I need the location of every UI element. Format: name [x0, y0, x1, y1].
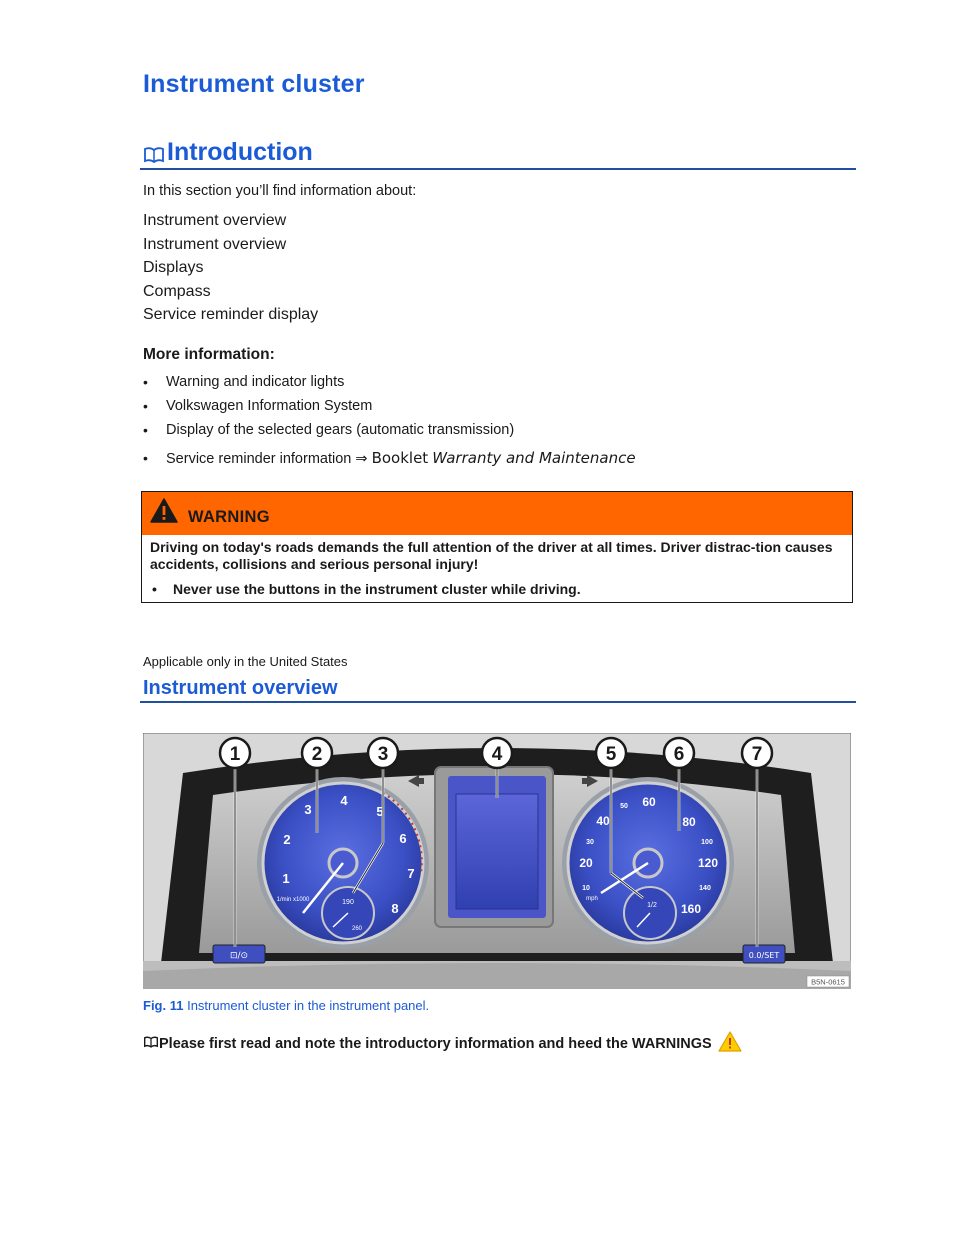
tacho-label: 7: [407, 866, 415, 881]
caption-label: Fig. 11: [143, 998, 184, 1013]
note-text: Please first read and note the introductory information and heed the WARNINGS: [159, 1036, 712, 1052]
speedo-label: 60: [642, 795, 656, 809]
toc-link[interactable]: Displays: [143, 259, 204, 276]
callout-label: 2: [311, 744, 323, 765]
book-icon: [143, 143, 165, 163]
temp-gauge-low: 260: [351, 926, 363, 932]
tacho-label: 5: [376, 804, 384, 819]
warning-title: WARNING: [188, 508, 270, 526]
warning-body: [142, 535, 852, 598]
tacho-label: 8: [391, 901, 399, 916]
tacho-unit: 1/min x1000: [276, 897, 310, 903]
tacho-label: 3: [304, 802, 312, 817]
arrow-icon: ⇒: [355, 451, 368, 467]
fuel-gauge-label: 1/2: [647, 902, 657, 909]
booklet-title: Warranty and Maintenance: [432, 449, 636, 467]
instrument-cluster-figure: [143, 733, 851, 989]
book-icon: [143, 1035, 159, 1053]
callout-label: 7: [751, 744, 763, 765]
toc-link[interactable]: Instrument overview: [143, 212, 287, 229]
speedo-label: 160: [680, 902, 702, 916]
warning-text: Driving on today's roads demands the full attention of the driver at all times. Driver distrac-tion causes accidents, collisions and serious personal injury!: [150, 539, 833, 572]
speedo-unit: mph: [586, 896, 598, 902]
toc-link[interactable]: Instrument overview: [143, 235, 287, 253]
toc-link[interactable]: Service reminder display: [143, 306, 319, 323]
callout-label: 4: [491, 744, 503, 765]
speedo-inner-label: 10: [582, 885, 590, 892]
speedo-inner-label: 50: [620, 803, 628, 810]
list-item[interactable]: • Warning and indicator lights: [140, 372, 636, 396]
speedo-label: 40: [596, 814, 610, 828]
toc-list: [143, 209, 318, 327]
service-item-text: Service reminder information: [166, 451, 356, 467]
tacho-label: 6: [399, 831, 407, 846]
svg-text:0.0/SET: 0.0/SET: [748, 951, 780, 960]
speedo-label: 140: [699, 885, 711, 892]
svg-text:⊡/⊙: ⊡/⊙: [229, 951, 249, 961]
intro-note: [143, 1031, 742, 1057]
callout-label: 3: [377, 744, 389, 765]
tacho-label: 2: [283, 832, 291, 847]
tacho-label: 4: [340, 793, 348, 808]
instrument-cluster-illustration: [143, 733, 851, 989]
warning-bullet: • Never use the buttons in the instrument cluster while driving.: [150, 581, 844, 598]
intro-text: In this section you’ll find information about:: [143, 183, 417, 199]
list-item[interactable]: [140, 448, 636, 472]
speedo-label: 20: [579, 856, 593, 870]
figure-caption: [143, 998, 429, 1013]
callout-label: 6: [673, 744, 685, 765]
speedo-inner-label: 30: [586, 839, 594, 846]
speedo-label: 120: [697, 856, 719, 870]
more-info-heading: More information:: [143, 346, 275, 363]
booklet-label: Booklet: [371, 449, 429, 467]
applicability-note: Applicable only in the United States: [143, 654, 348, 669]
list-item[interactable]: • Display of the selected gears (automatic transmission): [140, 420, 636, 444]
warning-header: [142, 492, 852, 535]
section-heading-text: Introduction: [167, 138, 313, 166]
section-rule: [140, 168, 856, 170]
warning-box: [141, 491, 853, 603]
section-heading: [143, 138, 313, 167]
list-item[interactable]: • Volkswagen Information System: [140, 396, 636, 420]
subsection-heading: Instrument overview: [143, 677, 338, 699]
toc-link[interactable]: Compass: [143, 282, 211, 300]
speedo-label: 80: [682, 815, 696, 829]
tacho-label: 1: [282, 871, 290, 886]
figure-code: B5N-0615: [811, 977, 845, 987]
page-title: Instrument cluster: [143, 70, 365, 98]
callout-label: 5: [605, 744, 617, 765]
subsection-rule: [140, 701, 856, 703]
warning-triangle-icon[interactable]: [718, 1031, 742, 1057]
warning-triangle-icon: [150, 498, 178, 529]
speedo-label: 100: [701, 839, 713, 846]
more-info-list: [140, 372, 636, 472]
temp-gauge-label: 190: [342, 899, 354, 906]
caption-text: Instrument cluster in the instrument panel.: [183, 998, 430, 1013]
callout-label: 1: [229, 744, 241, 765]
